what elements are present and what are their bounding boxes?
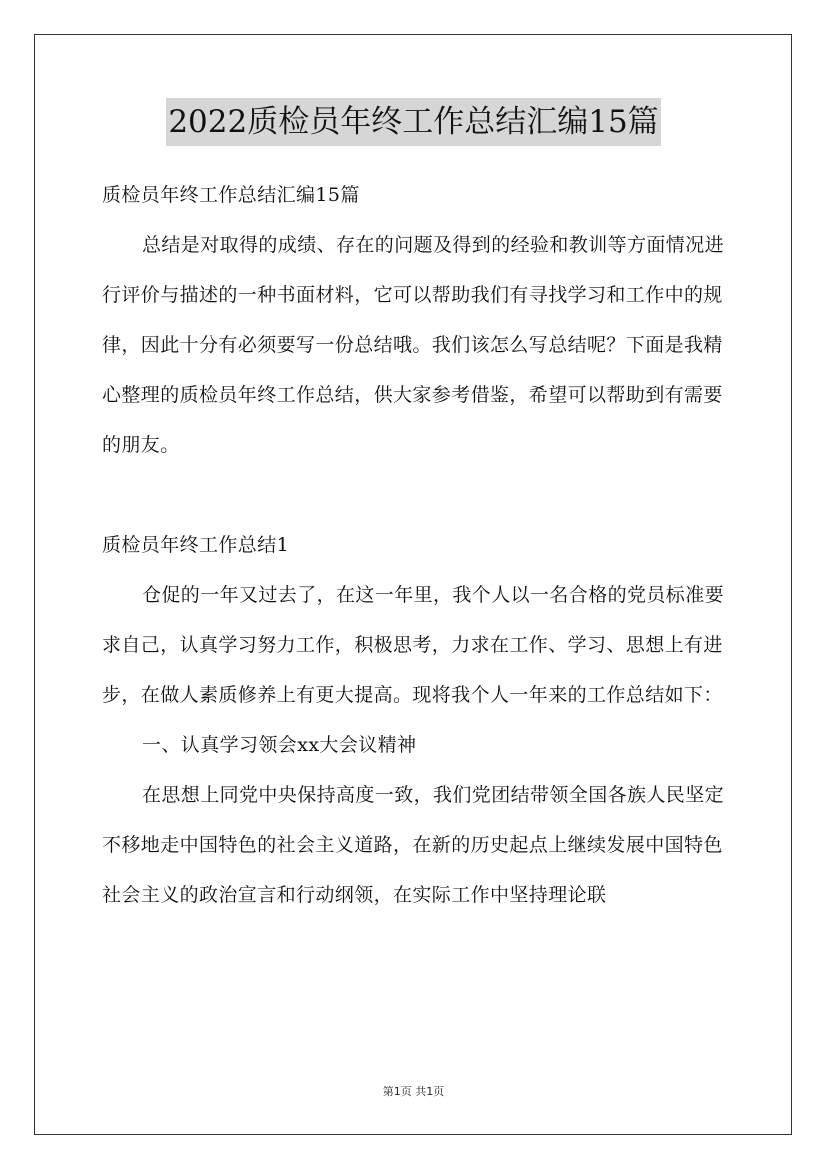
document-title: 2022质检员年终工作总结汇编15篇: [166, 98, 660, 146]
section-spacer: [102, 470, 736, 520]
section-paragraph: 仓促的一年又过去了，在这一年里，我个人以一名合格的党员标准要求自己，认真学习努力工作，积极思考，力求在工作、学习、思想上有进步，在做人素质修养上有更大提高。现将我个人一年来的工作总结如下：: [102, 584, 725, 706]
intro-paragraph: 总结是对取得的成绩、存在的问题及得到的经验和教训等方面情况进行评价与描述的一种书面材料，它可以帮助我们有寻找学习和工作中的规律，因此十分有必须要写一份总结哦。我们该怎么写总结呢？下面是我精心整理的质检员年终工作总结，供大家参考借鉴，希望可以帮助到有需要的朋友。: [102, 234, 725, 456]
page-footer: 第1页 共1页: [382, 1085, 445, 1098]
document-body: [102, 170, 736, 920]
title-container: [0, 98, 827, 146]
document-subtitle: 质检员年终工作总结汇编15篇: [102, 184, 360, 206]
section-heading: 质检员年终工作总结1: [102, 534, 290, 556]
section-paragraph: 在思想上同党中央保持高度一致，我们党团结带领全国各族人民坚定不移地走中国特色的社会主义道路，在新的历史起点上继续发展中国特色社会主义的政治宣言和行动纲领，在实际工作中坚持理论联: [102, 784, 725, 906]
subsection-heading: 一、认真学习领会xx大会议精神: [142, 734, 417, 756]
